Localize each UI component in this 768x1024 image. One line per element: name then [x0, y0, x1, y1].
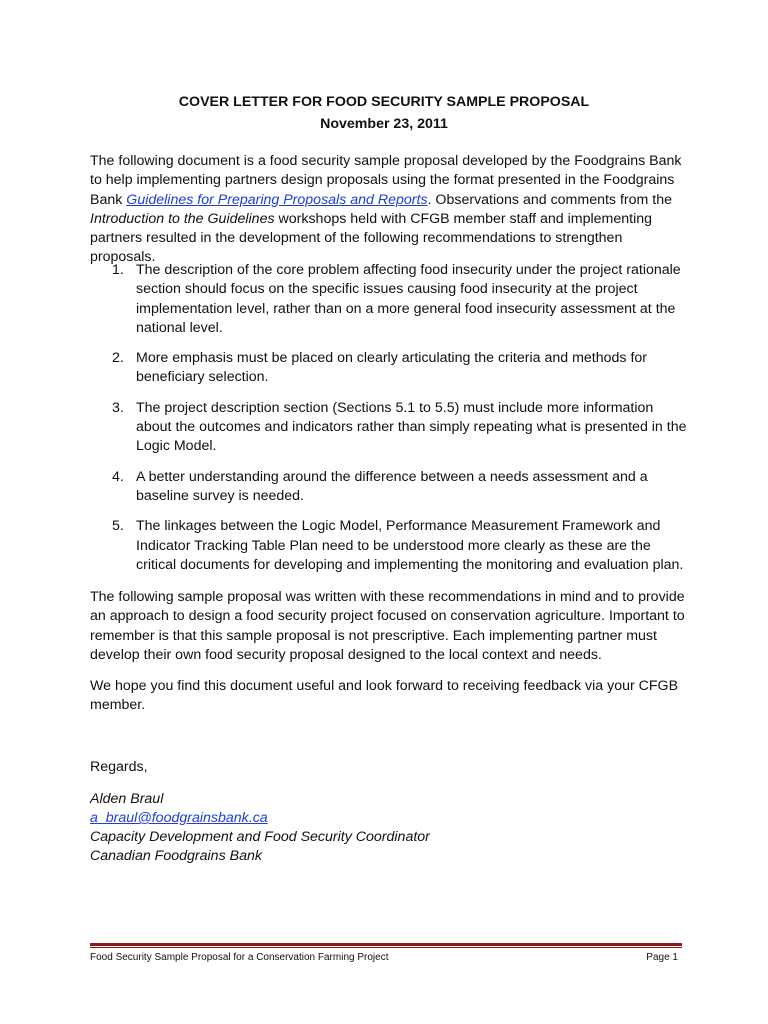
- list-item-number: 1.: [112, 262, 124, 278]
- closing-paragraph: The following sample proposal was written with these recommendations in mind and to provide an approach to design a food security project focused on conservation agriculture. Important to remember is that this sample proposal is not prescriptive. Each implementing partner must develop their own food security proposal designed to the local context and needs.: [90, 589, 685, 663]
- signature-email-line: [90, 809, 690, 828]
- list-item-text: A better understanding around the difference between a needs assessment and a baseline survey is needed.: [136, 468, 648, 504]
- list-item-number: 3.: [112, 399, 124, 416]
- hope-paragraph: We hope you find this document useful and look forward to receiving feedback via your CFGB member.: [90, 678, 679, 714]
- recommendations-list: [108, 261, 690, 586]
- intro-italic-text: Introduction to the Guidelines: [90, 210, 275, 227]
- list-item: [108, 261, 690, 338]
- intro-text-3: workshops held with CFGB member staff and implementing partners resulted in the development of the following recommendations to strengthen proposals.: [90, 210, 653, 266]
- document-date: November 23, 2011: [320, 116, 448, 132]
- list-item: [108, 399, 690, 457]
- intro-text-1: The following document is a food security sample proposal developed by the Foodgrains Bank to help implementing partners design proposals using the format presented in the Foodgrains Bank: [90, 153, 682, 208]
- list-item: [108, 349, 690, 388]
- list-item-text: The project description section (Sections 5.1 to 5.5) must include more information about the outcomes and indicators rather than simply repeating what is presented in the Logic Model.: [136, 399, 687, 455]
- intro-paragraph: [90, 152, 690, 268]
- list-item: [108, 517, 690, 575]
- list-item-number: 5.: [112, 518, 124, 535]
- regards-text: Regards,: [90, 759, 148, 775]
- list-item-text: The description of the core problem affecting food insecurity under the project rationale section should focus on the specific issues causing food insecurity at the project implementation level, rather than on a more general food insecurity assessment at the national level.: [136, 262, 681, 336]
- footer-divider-thin: [90, 947, 682, 948]
- guidelines-link[interactable]: Guidelines for Preparing Proposals and Reports: [126, 191, 428, 208]
- intro-text-2: . Observations and comments from the: [427, 191, 672, 208]
- email-link[interactable]: a_braul@foodgrainsbank.ca: [90, 810, 268, 826]
- list-item-text: More emphasis must be placed on clearly articulating the criteria and methods for beneficiary selection.: [136, 350, 647, 386]
- list-item-text: The linkages between the Logic Model, Performance Measurement Framework and Indicator Tracking Table Plan need to be understood more clearly as these are the critical documents for developing and implementing the monitoring and evaluation plan.: [136, 518, 684, 573]
- signature-name: Alden Braul: [90, 791, 164, 807]
- page-number: Page 1: [646, 952, 678, 963]
- footer-title: Food Security Sample Proposal for a Conservation Farming Project: [90, 952, 389, 963]
- document-title: COVER LETTER FOR FOOD SECURITY SAMPLE PROPOSAL: [178, 94, 590, 110]
- footer-divider: [90, 943, 682, 946]
- list-item-number: 4.: [112, 468, 124, 485]
- list-item-number: 2.: [112, 350, 124, 367]
- signature-role: Capacity Development and Food Security Coordinator: [90, 829, 430, 845]
- signature-organization: Canadian Foodgrains Bank: [90, 848, 262, 864]
- list-item: [108, 468, 690, 507]
